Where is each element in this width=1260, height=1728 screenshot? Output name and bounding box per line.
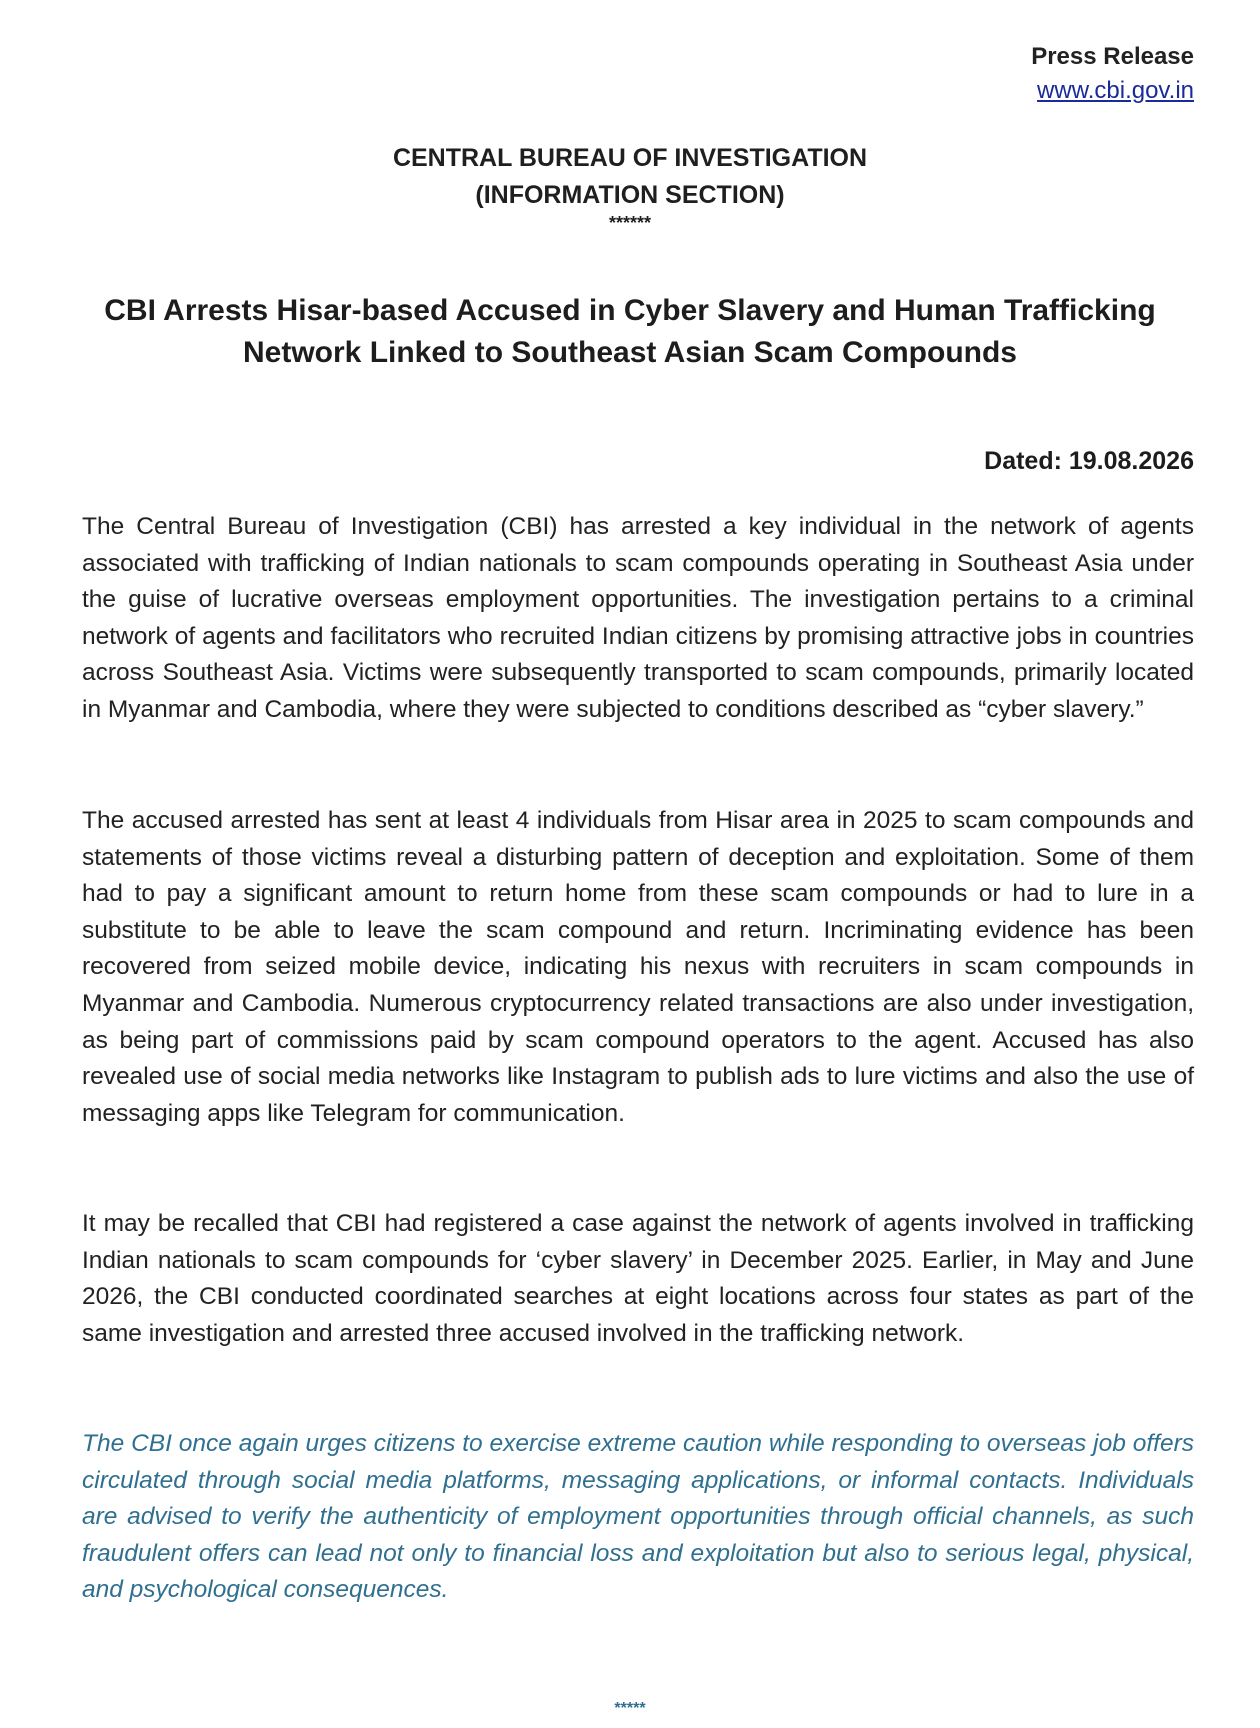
end-separator: ***** [614,1700,646,1717]
body-paragraph-1: The Central Bureau of Investigation (CBI) has arrested a key individual in the network of agents associated with trafficking of Indian nationals to scam compounds operating in Southeast Asia under the guise of lucrative overseas employment opportunities. The investigation pertains to a criminal network of agents and facilitators who recruited Indian citizens by promising attractive jobs in countries across Southeast Asia. Victims were subsequently transported to scam compounds, primarily located in Myanmar and Cambodia, where they were subjected to conditions described as “cyber slavery.” [82,513,1194,723]
website-link[interactable]: www.cbi.gov.in [1037,77,1194,104]
body-paragraph-2: The accused arrested has sent at least 4 individuals from Hisar area in 2025 to scam compounds and statements of those victims reveal a disturbing pattern of deception and exploitation. Some of them had to pay a significant amount to return home from these scam compounds or had to lure in a substitute to be able to leave the scam compound and return. Incriminating evidence has been recovered from seized mobile device, indicating his nexus with recruiters in scam compounds in Myanmar and Cambodia. Numerous cryptocurrency related transactions are also under investigation, as being part of commissions paid by scam compound operators to the agent. Accused has also revealed use of social media networks like Instagram to publish ads to lure victims and also the use of messaging apps like Telegram for communication. [82,807,1194,1127]
organization-heading [0,140,1260,232]
organization-section: (INFORMATION SECTION) [475,181,785,209]
heading-separator: ****** [608,213,652,233]
organization-name: CENTRAL BUREAU OF INVESTIGATION [392,144,868,172]
press-release-title: CBI Arrests Hisar-based Accused in Cyber Slavery and Human Trafficking Network Linked to Southeast Asian Scam Compounds [104,294,1156,369]
press-release-label: Press Release [1031,43,1194,70]
advisory-paragraph: The CBI once again urges citizens to exercise extreme caution while responding to overseas job offers circulated through social media platforms, messaging applications, or informal contacts. Individuals are advised to verify the authenticity of employment opportunities through official channels, as such fraudulent offers can lead not only to financial loss and exploitation but also to serious legal, physical, and psychological consequences. [82,1430,1194,1604]
press-release-header [1031,40,1194,108]
body-paragraph-3: It may be recalled that CBI had registered a case against the network of agents involved in trafficking Indian nationals to scam compounds for ‘cyber slavery’ in December 2025. Earlier, in May and June 2026, the CBI conducted coordinated searches at eight locations across four states as part of the same investigation and arrested three accused involved in the trafficking network. [82,1210,1194,1347]
release-date: Dated: 19.08.2026 [984,447,1194,475]
